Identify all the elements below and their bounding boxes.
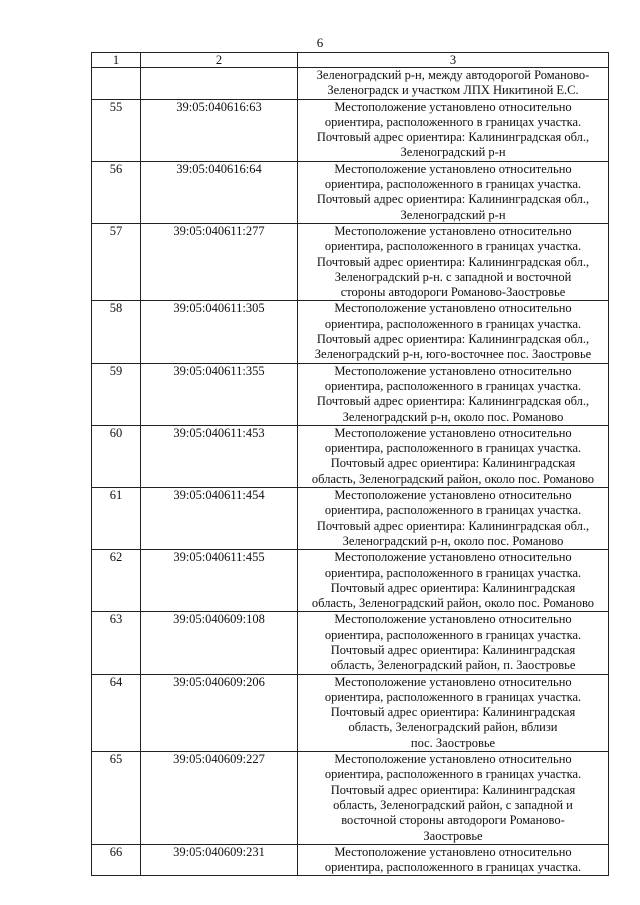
table-row (92, 488, 609, 550)
location-line: Почтовый адрес ориентира: Калининградская (330, 456, 576, 471)
location-line: ориентира, расположенного в границах участка. (324, 239, 582, 254)
location-line: Местоположение установлено относительно (334, 425, 572, 440)
location-line: Заостровье (423, 828, 483, 843)
location-line: Местоположение установлено относительно (334, 99, 572, 114)
column-header: 3 (298, 53, 609, 68)
location-line: ориентира, расположенного в границах участка. (324, 316, 582, 331)
location-line: Зеленоградск и участком ЛПХ Никитиной Е.С. (327, 83, 579, 98)
row-number: 66 (92, 844, 141, 876)
location-line: Местоположение установлено относительно (334, 363, 572, 378)
table-row (92, 674, 609, 751)
row-number: 55 (92, 99, 141, 161)
location-line: Почтовый адрес ориентира: Калининградская обл., (316, 254, 590, 269)
location-line: пос. Заостровье (410, 735, 496, 750)
cadastral-number: 39:05:040609:227 (141, 752, 298, 845)
location-line: Зеленоградский р-н, около пос. Романово (342, 533, 564, 548)
location-description (298, 161, 609, 223)
location-description (298, 223, 609, 300)
location-description (298, 99, 609, 161)
table-header-row (92, 53, 609, 68)
row-number: 58 (92, 301, 141, 363)
row-number: 57 (92, 223, 141, 300)
table-row (92, 68, 609, 100)
cadastral-number: 39:05:040616:63 (141, 99, 298, 161)
table-row (92, 363, 609, 425)
location-line: ориентира, расположенного в границах участка. (324, 503, 582, 518)
row-number: 61 (92, 488, 141, 550)
table-row (92, 99, 609, 161)
location-line: область, Зеленоградский район, около пос. Романово (311, 471, 595, 486)
location-line: Местоположение установлено относительно (334, 612, 572, 627)
location-description (298, 612, 609, 674)
table-row (92, 425, 609, 487)
location-description (298, 550, 609, 612)
location-line: область, Зеленоградский район, с западной и (333, 797, 573, 812)
location-line: восточной стороны автодороги Романово- (341, 813, 565, 828)
cadastral-number: 39:05:040611:277 (141, 223, 298, 300)
table-row (92, 612, 609, 674)
page-number: 6 (316, 35, 324, 50)
location-line: Местоположение установлено относительно (334, 488, 572, 503)
location-line: Почтовый адрес ориентира: Калининградская (330, 782, 576, 797)
table-row (92, 301, 609, 363)
table-row (92, 550, 609, 612)
row-number: 65 (92, 752, 141, 845)
table-row (92, 161, 609, 223)
location-line: Зеленоградский р-н, около пос. Романово (342, 409, 564, 424)
table-row (92, 223, 609, 300)
cadastral-number: 39:05:040611:455 (141, 550, 298, 612)
location-line: ориентира, расположенного в границах участка. (324, 177, 582, 192)
location-line: Почтовый адрес ориентира: Калининградская обл., (316, 394, 590, 409)
location-line: Почтовый адрес ориентира: Калининградская (330, 642, 576, 657)
column-header: 1 (92, 53, 141, 68)
location-description (298, 752, 609, 845)
location-line: ориентира, расположенного в границах участка. (324, 441, 582, 456)
row-number: 62 (92, 550, 141, 612)
location-line: ориентира, расположенного в границах участка. (324, 565, 582, 580)
cadastral-number: 39:05:040616:64 (141, 161, 298, 223)
cadastral-number (141, 68, 298, 100)
location-line: Зеленоградский р-н (400, 207, 506, 222)
location-line: Почтовый адрес ориентира: Калининградская (330, 580, 576, 595)
location-line: стороны автодороги Романово-Заостровье (340, 285, 566, 300)
location-line: Зеленоградский р-н, юго-восточнее пос. Заостровье (314, 347, 592, 362)
location-line: Местоположение установлено относительно (334, 161, 572, 176)
location-line: Почтовый адрес ориентира: Калининградская обл., (316, 192, 590, 207)
location-description (298, 844, 609, 876)
row-number (92, 68, 141, 100)
location-line: Местоположение установлено относительно (334, 223, 572, 238)
location-line: ориентира, расположенного в границах участка. (324, 860, 582, 875)
location-line: Местоположение установлено относительно (334, 844, 572, 859)
row-number: 59 (92, 363, 141, 425)
cadastral-number: 39:05:040609:108 (141, 612, 298, 674)
location-description (298, 301, 609, 363)
land-plot-table (91, 52, 609, 876)
cadastral-number: 39:05:040609:206 (141, 674, 298, 751)
location-description (298, 68, 609, 100)
location-description (298, 425, 609, 487)
location-line: Местоположение установлено относительно (334, 752, 572, 767)
cadastral-number: 39:05:040611:453 (141, 425, 298, 487)
location-description (298, 674, 609, 751)
location-line: Почтовый адрес ориентира: Калининградская обл., (316, 332, 590, 347)
cadastral-number: 39:05:040611:305 (141, 301, 298, 363)
cadastral-number: 39:05:040611:355 (141, 363, 298, 425)
location-line: ориентира, расположенного в границах участка. (324, 767, 582, 782)
location-line: Местоположение установлено относительно (334, 674, 572, 689)
location-line: Местоположение установлено относительно (334, 550, 572, 565)
location-line: ориентира, расположенного в границах участка. (324, 627, 582, 642)
location-line: ориентира, расположенного в границах участка. (324, 378, 582, 393)
location-line: область, Зеленоградский район, вблизи (348, 720, 558, 735)
location-line: ориентира, расположенного в границах участка. (324, 689, 582, 704)
location-description (298, 363, 609, 425)
table-row (92, 844, 609, 876)
location-line: Местоположение установлено относительно (334, 301, 572, 316)
location-line: ориентира, расположенного в границах участка. (324, 114, 582, 129)
location-line: область, Зеленоградский район, п. Заостровье (330, 658, 576, 673)
cadastral-number: 39:05:040611:454 (141, 488, 298, 550)
location-line: Почтовый адрес ориентира: Калининградская обл., (316, 130, 590, 145)
location-line: Почтовый адрес ориентира: Калининградская (330, 705, 576, 720)
row-number: 56 (92, 161, 141, 223)
location-line: область, Зеленоградский район, около пос. Романово (311, 596, 595, 611)
row-number: 60 (92, 425, 141, 487)
location-line: Зеленоградский р-н (400, 145, 506, 160)
location-line: Почтовый адрес ориентира: Калининградская обл., (316, 518, 590, 533)
row-number: 64 (92, 674, 141, 751)
location-description (298, 488, 609, 550)
location-line: Зеленоградский р-н. с западной и восточной (334, 269, 572, 284)
cadastral-number: 39:05:040609:231 (141, 844, 298, 876)
row-number: 63 (92, 612, 141, 674)
location-line: Зеленоградский р-н, между автодорогой Романово- (316, 68, 590, 82)
table-row (92, 752, 609, 845)
column-header: 2 (141, 53, 298, 68)
